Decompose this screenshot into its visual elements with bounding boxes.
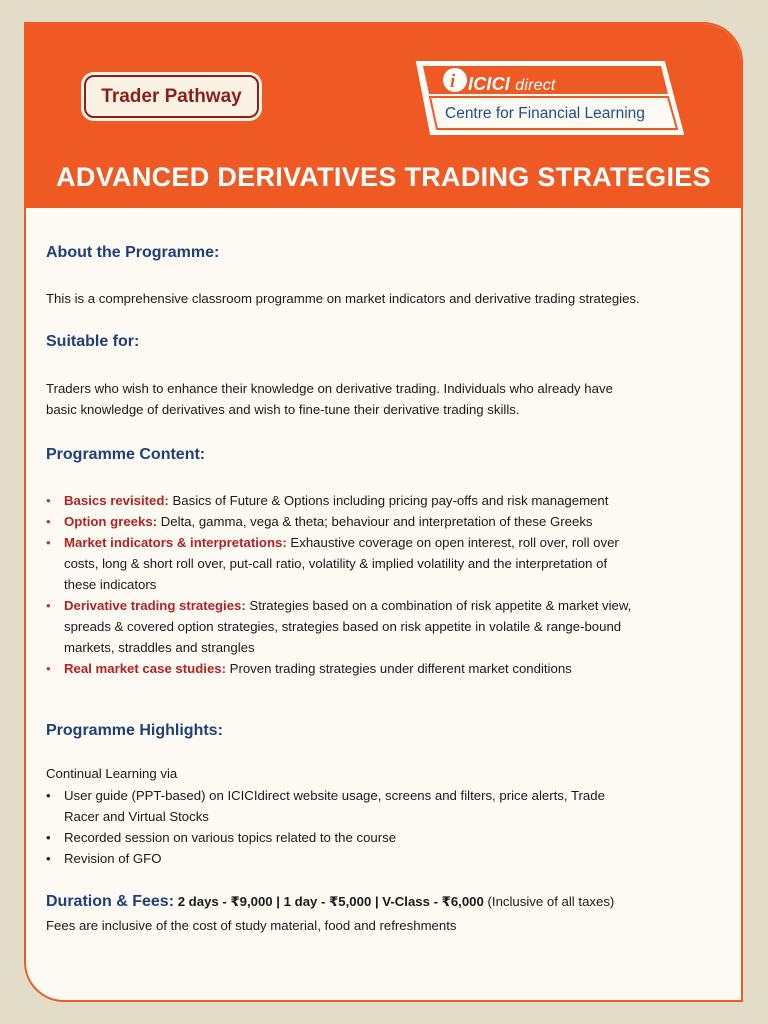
page-title: ADVANCED DERIVATIVES TRADING STRATEGIES: [56, 162, 711, 192]
list-item: • User guide (PPT-based) on ICICIdirect website usage, screens and filters, price alerts, Trade Racer and Virtual Stocks: [46, 788, 605, 824]
highlights-list: [46, 785, 706, 869]
highlights-heading: Programme Highlights:: [46, 722, 223, 739]
list-item: • Derivative trading strategies: Strategies based on a combination of risk appetite & market view, spreads & covered option strategies, strategies based on risk appetite in volatile & range-bound markets, straddles and strangles: [46, 598, 632, 655]
icici-direct-logo: [409, 60, 684, 136]
fees-detail: 2 days - ₹9,000 | 1 day - ₹5,000 | V-Class - ₹6,000: [177, 894, 484, 909]
list-item: • Revision of GFO: [46, 851, 162, 866]
trader-pathway-badge: [84, 75, 259, 118]
suitable-text-1: Traders who wish to enhance their knowledge on derivative trading. Individuals who already have: [46, 381, 613, 396]
content-list: [46, 490, 706, 679]
pathway-label: Trader Pathway: [101, 85, 242, 107]
logo-shape: [409, 60, 684, 136]
fees-footer: Fees are inclusive of the cost of study material, food and refreshments: [46, 918, 457, 933]
list-item: • Recorded session on various topics related to the course: [46, 830, 397, 845]
logo-tagline: Centre for Financial Learning: [445, 105, 645, 122]
header-banner: [26, 24, 741, 208]
list-item: • Real market case studies: Proven trading strategies under different market conditions: [46, 661, 572, 676]
about-text: This is a comprehensive classroom programme on market indicators and derivative trading strategies.: [46, 291, 640, 306]
list-item: • Basics revisited: Basics of Future & Options including pricing pay-offs and risk management: [46, 493, 609, 508]
fees-note: (Inclusive of all taxes): [487, 894, 615, 909]
list-item: • Option greeks: Delta, gamma, vega & theta; behaviour and interpretation of these Greeks: [46, 514, 593, 529]
fees-heading: Duration & Fees:: [46, 893, 175, 910]
suitable-text-2: basic knowledge of derivatives and wish to fine-tune their derivative trading skills.: [46, 402, 520, 417]
brochure-card: [24, 22, 743, 1002]
duration-fees: [46, 893, 614, 911]
logo-brand-text: ICICI direct: [468, 74, 556, 94]
highlights-intro: Continual Learning via: [46, 766, 178, 781]
suitable-heading: Suitable for:: [46, 333, 140, 350]
about-heading: About the Programme:: [46, 244, 220, 261]
svg-text:i: i: [450, 71, 456, 92]
list-item: • Market indicators & interpretations: Exhaustive coverage on open interest, roll over, roll over costs, long & short roll over, put-call ratio, volatility & implied volatility and the interpretation of these indicators: [46, 535, 619, 592]
content-heading: Programme Content:: [46, 446, 206, 463]
